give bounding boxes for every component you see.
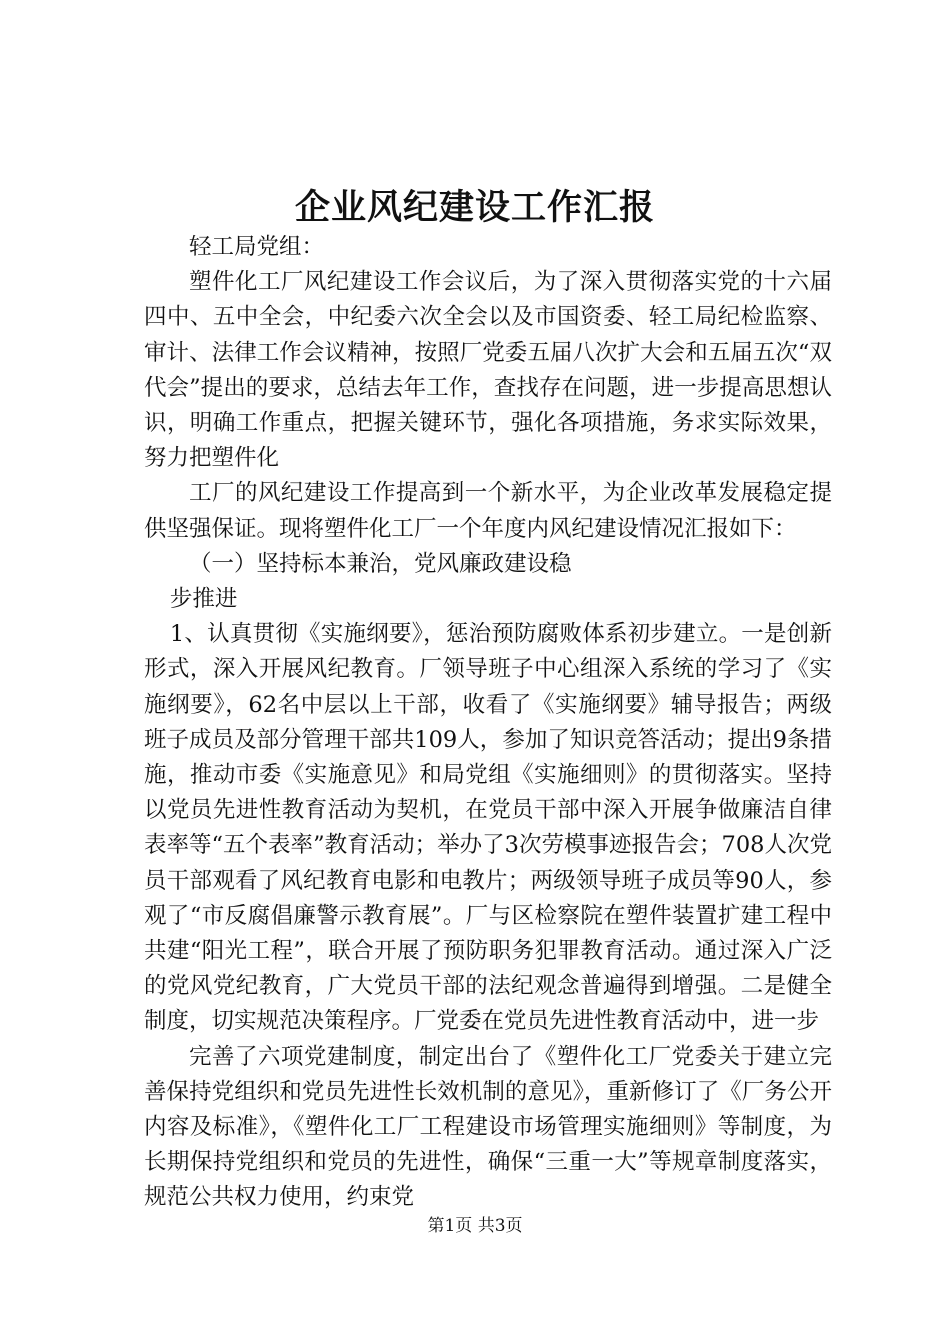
paragraph-item-1-continued: 完善了六项党建制度，制定出台了《塑件化工厂党委关于建立完善保持党组织和党员先进性长效机制的意见》，重新修订了《厂务公开内容及标准》，《塑件化工厂工程建设市场管理实施细则》等制度，为长期保持党组织和党员的先进性，确保“三重一大”等规章制度落实，规范公共权力使用，约束党	[144, 1043, 832, 1211]
section-heading-1-continued: 步推进	[169, 586, 238, 613]
paragraph-intro-continued: 工厂的风纪建设工作提高到一个新水平，为企业改革发展稳定提供坚强保证。现将塑件化工厂一个年度内风纪建设情况汇报如下：	[144, 480, 832, 542]
section-heading-1: （一）坚持标本兼治，党风廉政建设稳	[189, 550, 572, 577]
document-body	[144, 230, 832, 1216]
page-footer: 第1页 共3页	[427, 1216, 523, 1236]
paragraph-intro: 塑件化工厂风纪建设工作会议后，为了深入贯彻落实党的十六届四中、五中全会，中纪委六次全会以及市国资委、轻工局纪检监察、审计、法律工作会议精神，按照厂党委五届八次扩大会和五届五次“双代会”提出的要求，总结去年工作，查找存在问题，进一步提高思想认识，明确工作重点，把握关键环节，强化各项措施，务求实际效果，努力把塑件化	[144, 269, 832, 472]
document-title: 企业风纪建设工作汇报	[294, 187, 655, 228]
salutation: 轻工局党组：	[189, 234, 325, 260]
paragraph-item-1: 1、认真贯彻《实施纲要》，惩治预防腐败体系初步建立。一是创新形式，深入开展风纪教育。厂领导班子中心组深入系统的学习了《实施纲要》，62名中层以上干部，收看了《实施纲要》辅导报告；两级班子成员及部分管理干部共109人，参加了知识竞答活动；提出9条措施，推动市委《实施意见》和局党组《实施细则》的贯彻落实。坚持以党员先进性教育活动为契机，在党员干部中深入开展争做廉洁自律表率等“五个表率”教育活动；举办了3次劳模事迹报告会；708人次党员干部观看了风纪教育电影和电教片；两级领导班子成员等90人，参观了“市反腐倡廉警示教育展”。厂与区检察院在塑件装置扩建工程中共建“阳光工程”，联合开展了预防职务犯罪教育活动。通过深入广泛的党风党纪教育，广大党员干部的法纪观念普遍得到增强。二是健全制度，切实规范决策程序。厂党委在党员先进性教育活动中，进一步	[144, 621, 832, 1035]
